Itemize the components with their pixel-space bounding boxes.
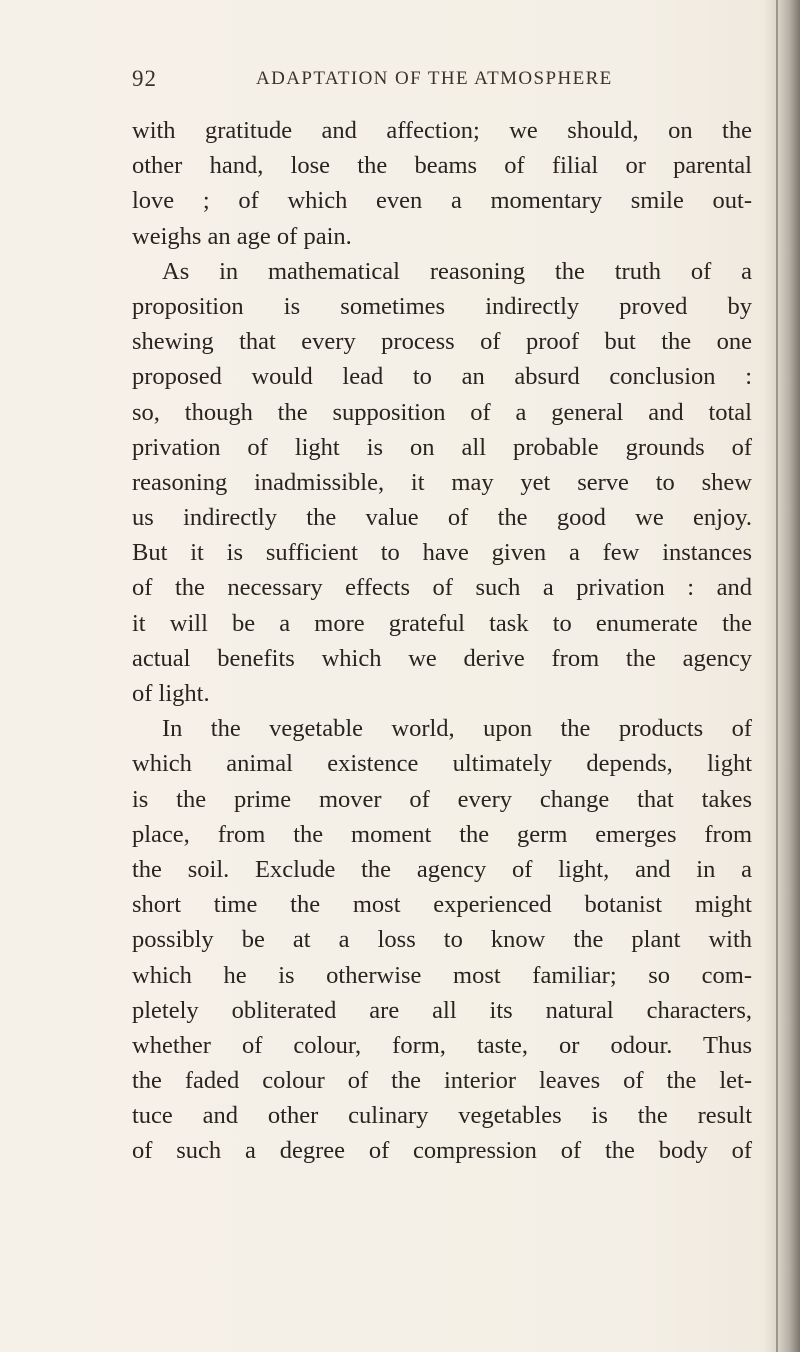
text-line: tuce and other culinary vegetables is the result bbox=[132, 1102, 752, 1130]
text-line: But it is sufficient to have given a few instances bbox=[132, 539, 752, 567]
page-edge-line bbox=[776, 0, 778, 1352]
text-line: of light. bbox=[132, 680, 210, 707]
text-line: proposed would lead to an absurd conclusion : bbox=[132, 363, 752, 391]
text-line: us indirectly the value of the good we enjoy. bbox=[132, 504, 752, 532]
text-line: of the necessary effects of such a privation : and bbox=[132, 574, 752, 602]
text-line: love ; of which even a momentary smile out- bbox=[132, 187, 752, 215]
text-line: it will be a more grateful task to enumerate the bbox=[132, 609, 752, 637]
page-header bbox=[132, 66, 732, 96]
text-line: pletely obliterated are all its natural characters, bbox=[132, 996, 752, 1024]
text-line: is the prime mover of every change that takes bbox=[132, 785, 752, 813]
text-line: so, though the supposition of a general and total bbox=[132, 398, 752, 426]
text-line: short time the most experienced botanist might bbox=[132, 891, 752, 919]
text-line: privation of light is on all probable grounds of bbox=[132, 433, 752, 461]
body-text bbox=[132, 113, 752, 1169]
running-head: ADAPTATION OF THE ATMOSPHERE bbox=[256, 68, 613, 89]
text-line: reasoning inadmissible, it may yet serve to shew bbox=[132, 468, 752, 496]
text-line: with gratitude and affection; we should, on the bbox=[132, 117, 752, 144]
text-line: place, from the moment the germ emerges from bbox=[132, 820, 752, 848]
text-line: which animal existence ultimately depends, light bbox=[132, 750, 752, 778]
text-line: the faded colour of the interior leaves of the let- bbox=[132, 1067, 752, 1095]
text-line: of such a degree of compression of the body of bbox=[132, 1137, 752, 1165]
text-line: weighs an age of pain. bbox=[132, 222, 352, 250]
text-line: whether of colour, form, taste, or odour. Thus bbox=[132, 1031, 752, 1059]
text-line: the soil. Exclude the agency of light, and in a bbox=[132, 855, 752, 883]
text-line: proposition is sometimes indirectly proved by bbox=[132, 292, 752, 320]
text-line: which he is otherwise most familiar; so com- bbox=[132, 961, 752, 989]
page-binding-shadow bbox=[764, 0, 800, 1352]
text-line: shewing that every process of proof but the one bbox=[132, 328, 752, 356]
text-line: other hand, lose the beams of filial or parental bbox=[132, 152, 752, 180]
text-line: As in mathematical reasoning the truth of a bbox=[162, 257, 752, 285]
text-line: In the vegetable world, upon the products of bbox=[162, 715, 752, 743]
text-line: actual benefits which we derive from the agency bbox=[132, 644, 752, 672]
text-line: possibly be at a loss to know the plant with bbox=[132, 926, 752, 954]
page-number: 92 bbox=[132, 66, 157, 91]
